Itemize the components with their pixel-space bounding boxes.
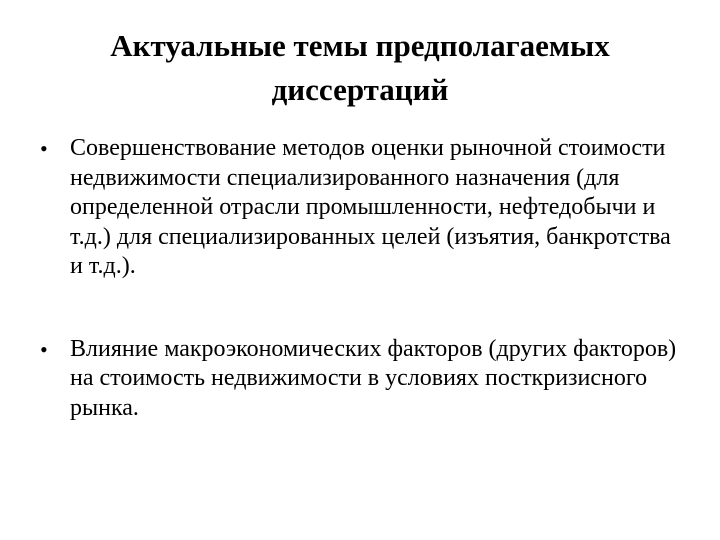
bullet-text: Совершенствование методов оценки рыночной стоимости недвижимости специализированного назначения (для определенной отрасли промышленности, нефтедобычи и т.д.) для специализированных целей (изъятия, банкротства и т.д.). (70, 135, 671, 279)
slide-title-line-1: Актуальные темы предполагаемых (110, 28, 610, 63)
bullet-item-macro-factors (0, 335, 680, 424)
bullet-list (0, 134, 720, 423)
slide-title-line-2: диссертаций (271, 72, 449, 107)
bullet-dot-icon: • (40, 136, 48, 161)
slide-title (40, 24, 680, 112)
bullet-dot-icon: • (40, 336, 48, 362)
bullet-text: Влияние макроэкономических факторов (других факторов) на стоимость недвижимости в условиях посткризисного рынка. (70, 335, 677, 421)
bullet-item-methods (0, 134, 680, 282)
